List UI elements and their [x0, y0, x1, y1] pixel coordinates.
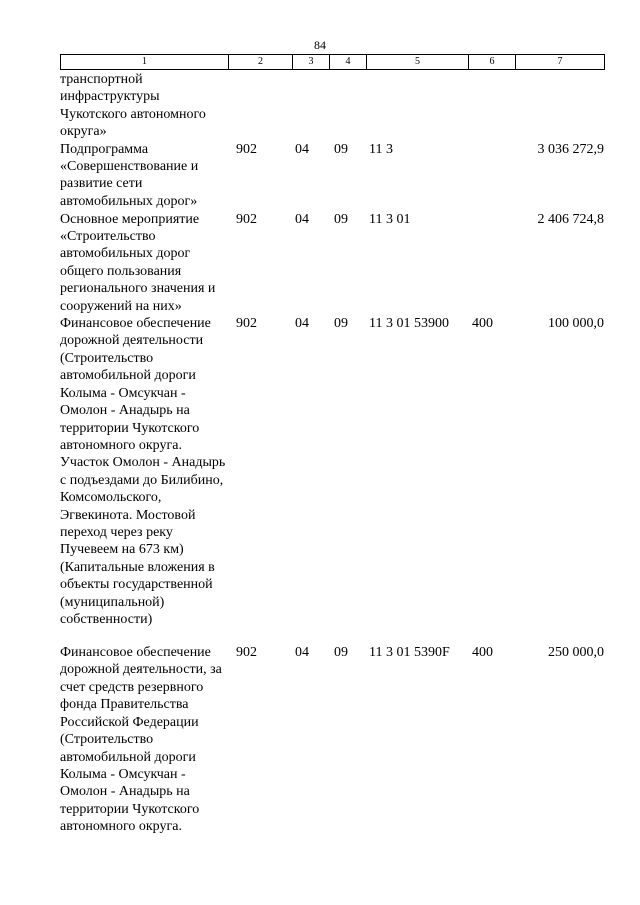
- row-amount: 100 000,0: [548, 316, 604, 332]
- page-number: 84: [314, 38, 326, 52]
- budget-table: [60, 71, 604, 836]
- column-header-2: 2: [229, 55, 293, 70]
- row-subsection-code: 09: [334, 316, 348, 332]
- row-amount: [515, 71, 604, 141]
- table-row: [60, 315, 604, 644]
- table-row: [60, 644, 604, 835]
- row-amount: 3 036 272,9: [537, 141, 604, 157]
- column-number-header: [60, 54, 605, 70]
- row-ministry-code: 902: [236, 645, 257, 661]
- column-header-3: 3: [293, 55, 330, 70]
- column-header-7: 7: [516, 55, 605, 70]
- row-section-code: [292, 71, 329, 141]
- row-ministry-code: [228, 71, 292, 141]
- row-subsection-code: 09: [334, 645, 348, 661]
- row-target-code: 11 3 01 5390F: [369, 645, 450, 661]
- row-subsection-code: 09: [334, 141, 348, 157]
- row-section-code: 04: [295, 141, 309, 157]
- column-header-4: 4: [330, 55, 367, 70]
- column-header-6: 6: [469, 55, 516, 70]
- column-header-5: 5: [367, 55, 469, 70]
- row-section-code: 04: [295, 316, 309, 332]
- row-ministry-code: 902: [236, 211, 257, 227]
- row-expense-type: [468, 71, 515, 141]
- row-target-code: 11 3: [369, 141, 393, 157]
- table-row: [60, 141, 604, 211]
- row-section-code: 04: [295, 645, 309, 661]
- row-amount: 250 000,0: [548, 645, 604, 661]
- row-name: Финансовое обеспечение дорожной деятельности (Строительство автомобильной дороги Колыма - Омсукчан - Омолон - Анадырь на территории Чукотского автономного округа. Участок Омолон - Анадырь с подъездами до Билибино, Комсомольского, Эгвекинота. Мостовой переход через реку Пучевеем на 673 км) (Капитальные вложения в объекты государственной (муниципальной) собственности): [60, 316, 226, 627]
- row-expense-type: [468, 211, 515, 315]
- row-amount: 2 406 724,8: [537, 211, 604, 227]
- row-target-code: [366, 71, 468, 141]
- row-ministry-code: 902: [236, 316, 257, 332]
- row-ministry-code: 902: [236, 141, 257, 157]
- table-row: [60, 71, 604, 141]
- row-target-code: 11 3 01 53900: [369, 316, 449, 332]
- row-subsection-code: [329, 71, 366, 141]
- row-expense-type: 400: [472, 645, 493, 661]
- row-name: Финансовое обеспечение дорожной деятельности, за счет средств резервного фонда Правительства Российской Федерации (Строительство автомобильной дороги Колыма - Омсукчан - Омолон - Анадырь на территории Чукотского автономного округа.: [60, 645, 222, 835]
- row-subsection-code: 09: [334, 211, 348, 227]
- table-row: [60, 211, 604, 315]
- row-section-code: 04: [295, 211, 309, 227]
- row-expense-type: 400: [472, 316, 493, 332]
- column-header-1: 1: [61, 55, 229, 70]
- row-target-code: 11 3 01: [369, 211, 411, 227]
- row-expense-type: [468, 141, 515, 211]
- row-name: транспортной инфраструктуры Чукотского автономного округа»: [60, 72, 206, 140]
- row-name: Подпрограмма «Совершенствование и развитие сети автомобильных дорог»: [60, 141, 199, 209]
- row-name: Основное мероприятие «Строительство автомобильных дорог общего пользования регионального значения и сооружений на них»: [60, 211, 216, 314]
